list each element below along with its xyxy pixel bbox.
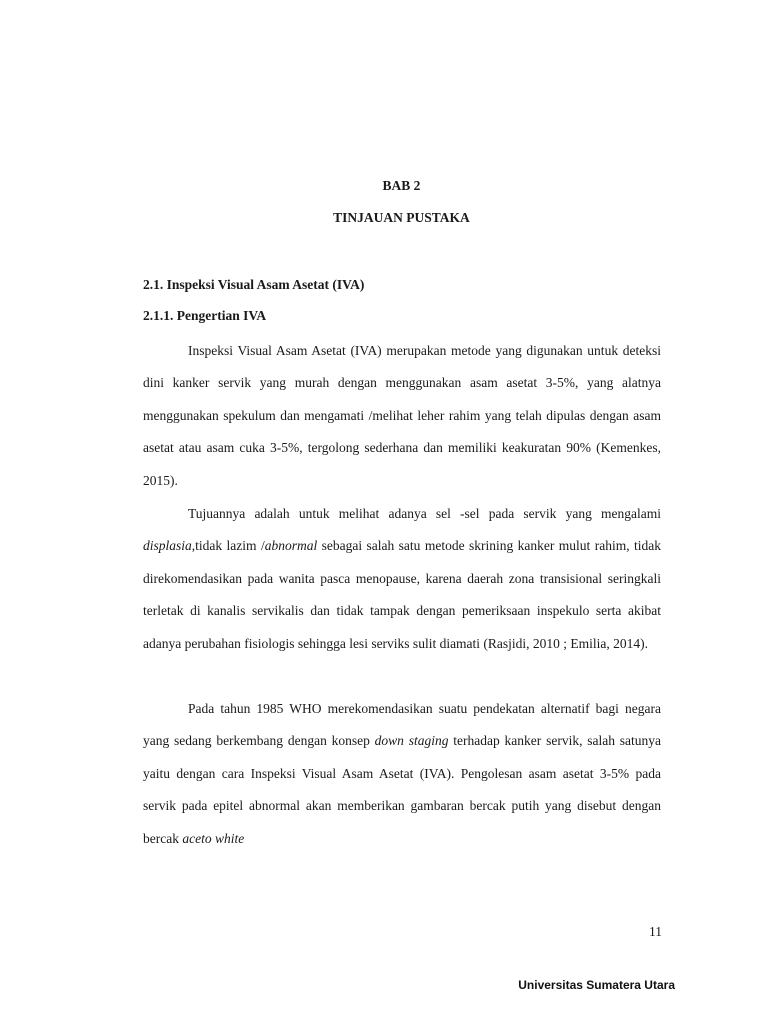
italic-term: down staging <box>374 733 449 749</box>
chapter-label: BAB 2 <box>382 178 421 193</box>
subsection-heading: 2.1.1. Pengertian IVA <box>143 308 267 323</box>
text-run: Pada tahun 1985 WHO merekomendasikan suatu pendekatan alternatif bagi negara yang sedang berkembang dengan konsep <box>143 701 661 749</box>
text-run: sebagai salah satu metode skrining kanker mulut rahim, tidak direkomendasikan pada wanita pasca menopause, karena daerah zona transisional seringkali terletak di kanalis servikalis dan tidak tampak dengan pemeriksaan inspekulo serta akibat adanya perubahan fisiologis sehingga lesi serviks sulit diamati (Rasjidi, 2010 ; Emilia, 2014). <box>143 538 661 651</box>
text-run: terhadap kanker servik, salah satunya yaitu dengan cara Inspeksi Visual Asam Asetat (IVA). Pengolesan asam asetat 3-5% pada servik pada epitel abnormal akan memberikan gambaran bercak putih yang disebut dengan bercak <box>143 733 662 846</box>
paragraph-purpose <box>143 498 661 660</box>
university-footer: Universitas Sumatera Utara <box>518 978 675 992</box>
paragraph-text <box>143 498 661 660</box>
page-number: 11 <box>649 924 662 939</box>
text-run: Tujuannya adalah untuk melihat adanya sel -sel pada servik yang mengalami <box>188 506 661 521</box>
paragraph-who <box>143 693 661 855</box>
paragraph-text <box>143 693 661 855</box>
paragraph-definition <box>143 335 661 497</box>
italic-term: aceto white <box>182 830 245 846</box>
chapter-title: TINJAUAN PUSTAKA <box>333 210 470 225</box>
italic-term: abnormal <box>264 538 318 554</box>
text-run: ,tidak lazim / <box>191 538 265 554</box>
italic-term: displasia <box>143 538 192 554</box>
section-heading: 2.1. Inspeksi Visual Asam Asetat (IVA) <box>143 277 365 292</box>
paragraph-text: Inspeksi Visual Asam Asetat (IVA) merupakan metode yang digunakan untuk deteksi dini kanker servik yang murah dengan menggunakan asam asetat 3-5%, yang alatnya menggunakan spekulum dan mengamati /melihat leher rahim yang telah dipulas dengan asam asetat atau asam cuka 3-5%, tergolong sederhana dan memiliki keakuratan 90% (Kemenkes, 2015). <box>143 343 661 488</box>
